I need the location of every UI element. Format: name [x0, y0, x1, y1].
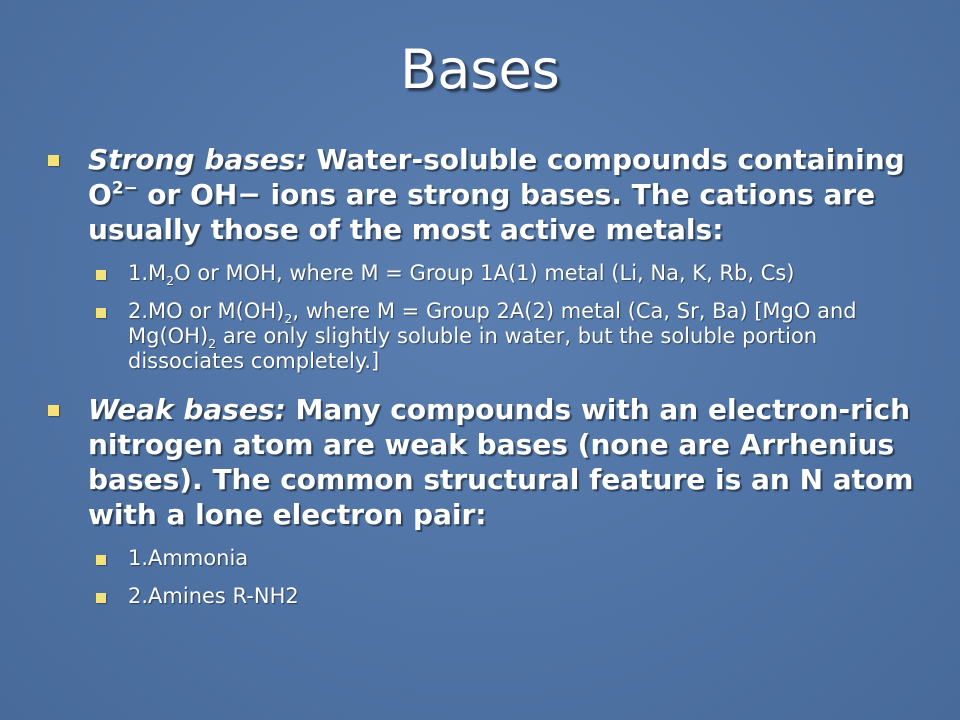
- sub-bullet-group-2a: [48, 299, 918, 374]
- amines-text: 2.Amines R-NH2: [128, 584, 299, 608]
- group-2a-subscript-2: 2: [208, 336, 217, 352]
- group-2a-text-b: , where M = Group 2A(2) metal (Ca, Sr, Ba) [MgO and Mg(OH): [128, 299, 857, 348]
- group-2a-subscript: 2: [284, 311, 293, 327]
- bullet-strong-bases: [48, 142, 918, 247]
- sub-bullet-ammonia: [48, 546, 918, 571]
- sub-bullet-amines: [48, 584, 918, 609]
- group-2a-text-c: are only slightly soluble in water, but the soluble portion dissociates completely.]: [128, 324, 818, 373]
- group-1a-text-b: O or MOH, where M = Group 1A(1) metal (Li, Na, K, Rb, Cs): [174, 261, 795, 285]
- bullet-weak-bases: [48, 392, 918, 532]
- square-bullet-icon: [96, 593, 106, 603]
- square-bullet-icon: [96, 308, 106, 318]
- oxide-charge: 2−: [111, 177, 138, 198]
- strong-bases-text-b: or OH− ions are strong bases. The cations are usually those of the most active metals:: [88, 178, 876, 246]
- strong-bases-text-a: Water-soluble compounds containing O: [88, 143, 905, 211]
- group-1a-subscript: 2: [166, 273, 175, 289]
- square-bullet-icon: [96, 555, 106, 565]
- strong-bases-heading: Strong bases:: [88, 143, 307, 176]
- group-2a-text-a: 2.MO or M(OH): [128, 299, 285, 323]
- square-bullet-icon: [96, 270, 106, 280]
- square-bullet-icon: [48, 405, 59, 416]
- ammonia-text: 1.Ammonia: [128, 546, 249, 570]
- sub-bullet-group-1a: [48, 261, 918, 289]
- weak-bases-heading: Weak bases:: [88, 393, 286, 426]
- slide-title: Bases: [400, 38, 560, 101]
- square-bullet-icon: [48, 155, 59, 166]
- group-1a-text-a: 1.M: [128, 261, 167, 285]
- weak-bases-text: Many compounds with an electron-rich nitrogen atom are weak bases (none are Arrhenius bases). The common structural feature is an N atom with a lone electron pair:: [88, 393, 914, 531]
- slide-content: [48, 142, 918, 622]
